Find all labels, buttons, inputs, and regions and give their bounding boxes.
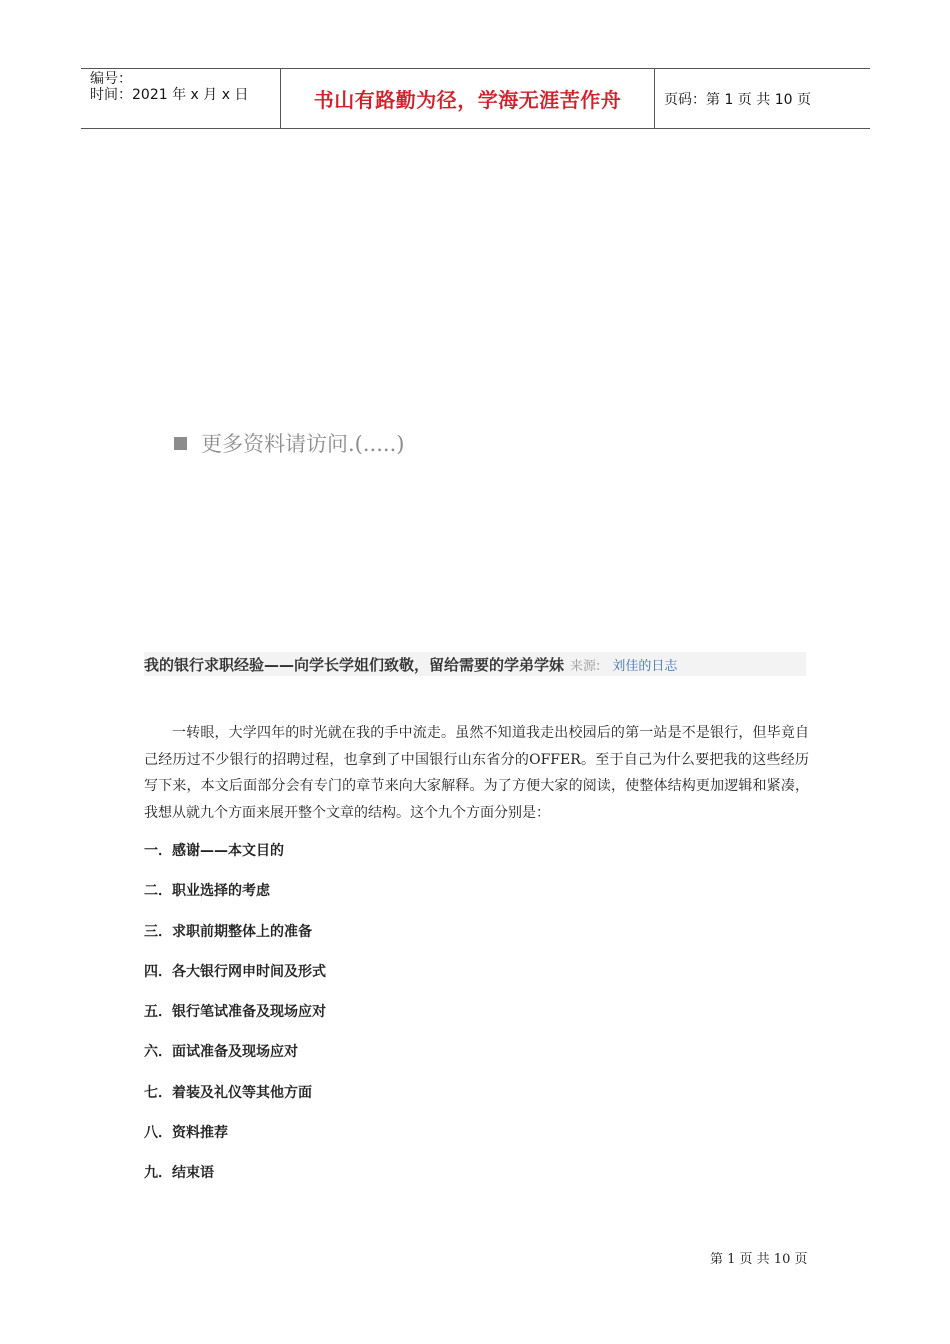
outline-item: 二．职业选择的考虑: [144, 883, 270, 900]
more-resources-line[interactable]: [174, 428, 404, 458]
source-author-link[interactable]: 刘佳的日志: [612, 658, 678, 674]
header-meta: [81, 69, 281, 128]
header-motto: 书山有路勤为径，学海无涯苦作舟: [281, 69, 655, 128]
outline-item: 五．银行笔试准备及现场应对: [144, 1004, 326, 1021]
outline-item: 一．感谢——本文目的: [144, 843, 284, 859]
more-resources-link[interactable]: 更多资料请访问.(.....): [201, 432, 405, 456]
outline-item: 六．面试准备及现场应对: [144, 1044, 298, 1061]
outline-item: 四．各大银行网申时间及形式: [144, 963, 326, 980]
page-footer: 第 1 页 共 10 页: [710, 1252, 808, 1267]
article-title-bar: [144, 652, 806, 676]
square-bullet-icon: [174, 437, 187, 450]
header-page-info: 页码：第 1 页 共 10 页: [664, 91, 811, 108]
article-title: 我的银行求职经验——向学长学姐们致敬，留给需要的学弟学妹: [144, 655, 565, 674]
outline-item: 八．资料推荐: [144, 1125, 228, 1142]
source-label: 来源:: [570, 658, 601, 674]
serial-number-label: 编号：: [90, 71, 132, 87]
section-outline: [144, 839, 326, 1202]
outline-item: 九．结束语: [144, 1165, 214, 1182]
outline-item: 三．求职前期整体上的准备: [144, 923, 312, 940]
date-label: 时间：2021 年 x 月 x 日: [90, 87, 249, 103]
intro-paragraph: 一转眼，大学四年的时光就在我的手中流走。虽然不知道我走出校园后的第一站是不是银行，但毕竟自己经历过不少银行的招聘过程，也拿到了中国银行山东省分的OFFER。至于自己为什么要把我的这些经历写下来，本文后面部分会有专门的章节来向大家解释。为了方便大家的阅读，使整体结构更加逻辑和紧凑，我想从就九个方面来展开整个文章的结构。这个九个方面分别是：: [144, 725, 809, 821]
page-header: [81, 68, 870, 129]
outline-item: 七．着装及礼仪等其他方面: [144, 1084, 312, 1101]
